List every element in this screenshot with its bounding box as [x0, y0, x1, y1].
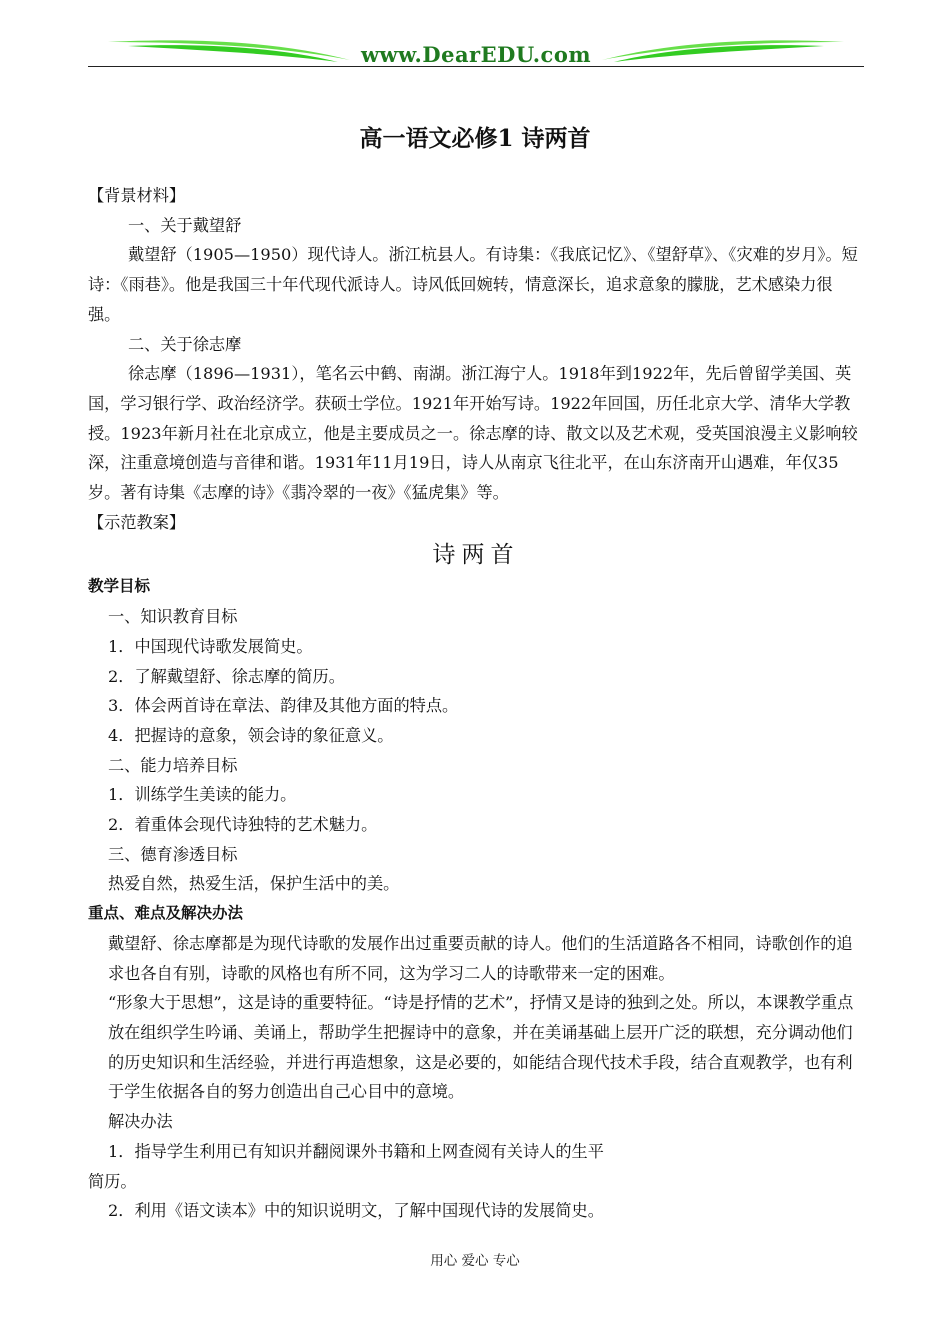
page-footer: 用心 爱心 专心 — [430, 1253, 520, 1269]
key-paragraph: 戴望舒、徐志摩都是为现代诗歌的发展作出过重要贡献的诗人。他们的生活道路各不相同，诗歌创作的追求也各自有别，诗歌的风格也有所不同，这为学习二人的诗歌带来一定的困难。 — [108, 933, 853, 983]
goal-item: 1．中国现代诗歌发展简史。 — [108, 636, 313, 656]
goal-group-heading: 二、能力培养目标 — [108, 755, 238, 775]
goal-item: 3．体会两首诗在章法、韵律及其他方面的特点。 — [108, 696, 459, 716]
document-title: 高一语文必修1 诗两首 — [359, 125, 591, 152]
solution-item-continuation: 简历。 — [88, 1171, 137, 1191]
key-points-heading: 重点、难点及解决办法 — [88, 904, 244, 923]
goal-item: 2．着重体会现代诗独特的艺术魅力。 — [108, 815, 378, 835]
dai-paragraph: 戴望舒（1905—1950）现代诗人。浙江杭县人。有诗集：《我底记忆》、《望舒草》、《灾难的岁月》。短诗：《雨巷》。他是我国三十年代现代派诗人。诗风低回婉转，情意深长，追求意象的朦胧，艺术感染力很强。 — [88, 245, 858, 324]
xu-paragraph: 徐志摩（1896—1931），笔名云中鹤、南湖。浙江海宁人。1918年到1922年，先后曾留学美国、英国，学习银行学、政治经济学。获硕士学位。1921年开始写诗。1922年回国，历任北京大学、清华大学教授。1923年新月社在北京成立，他是主要成员之一。徐志摩的诗、散文以及艺术观，受英国浪漫主义影响较深，注重意境创造与音律和谐。1931年11月19日，诗人从南京飞往北平，在山东济南开山遇难，年仅35岁。著有诗集《志摩的诗》《翡冷翠的一夜》《猛虎集》等。 — [88, 364, 858, 503]
goal-item: 1．训练学生美读的能力。 — [108, 785, 297, 805]
solution-item: 1．指导学生利用已有知识并翻阅课外书籍和上网查阅有关诗人的生平 — [108, 1141, 604, 1161]
goal-group-heading: 一、知识教育目标 — [108, 607, 238, 627]
document-body — [88, 181, 864, 1226]
solution-heading: 解决办法 — [108, 1112, 173, 1132]
goal-group-heading: 三、德育渗透目标 — [108, 844, 238, 864]
lesson-title: 诗两首 — [432, 542, 520, 569]
teaching-goals-heading: 教学目标 — [88, 577, 151, 596]
header-rule — [88, 66, 864, 67]
site-logo-text: www.DearEDU.com — [360, 42, 592, 67]
goal-item: 4．把握诗的意象，领会诗的象征意义。 — [108, 725, 394, 745]
xu-subheading: 二、关于徐志摩 — [128, 334, 242, 354]
goal-item: 2．了解戴望舒、徐志摩的简历。 — [108, 666, 345, 686]
solution-item: 2．利用《语文读本》中的知识说明文，了解中国现代诗的发展简史。 — [108, 1201, 604, 1221]
key-paragraph: “形象大于思想”，这是诗的重要特征。“诗是抒情的艺术”，抒情又是诗的独到之处。所以，本课教学重点放在组织学生吟诵、美诵上，帮助学生把握诗中的意象，并在美诵基础上层开广泛的联想，充分调动他们的历史知识和生活经验，并进行再造想象，这是必要的，如能结合现代技术手段，结合直观教学，也有利于学生依据各自的努力创造出自己心目中的意境。 — [108, 993, 854, 1102]
dai-subheading: 一、关于戴望舒 — [128, 215, 242, 235]
sample-plan-heading: 【示范教案】 — [88, 512, 186, 532]
background-material-heading: 【背景材料】 — [88, 186, 186, 205]
goal-item: 热爱自然，热爱生活，保护生活中的美。 — [108, 874, 400, 894]
